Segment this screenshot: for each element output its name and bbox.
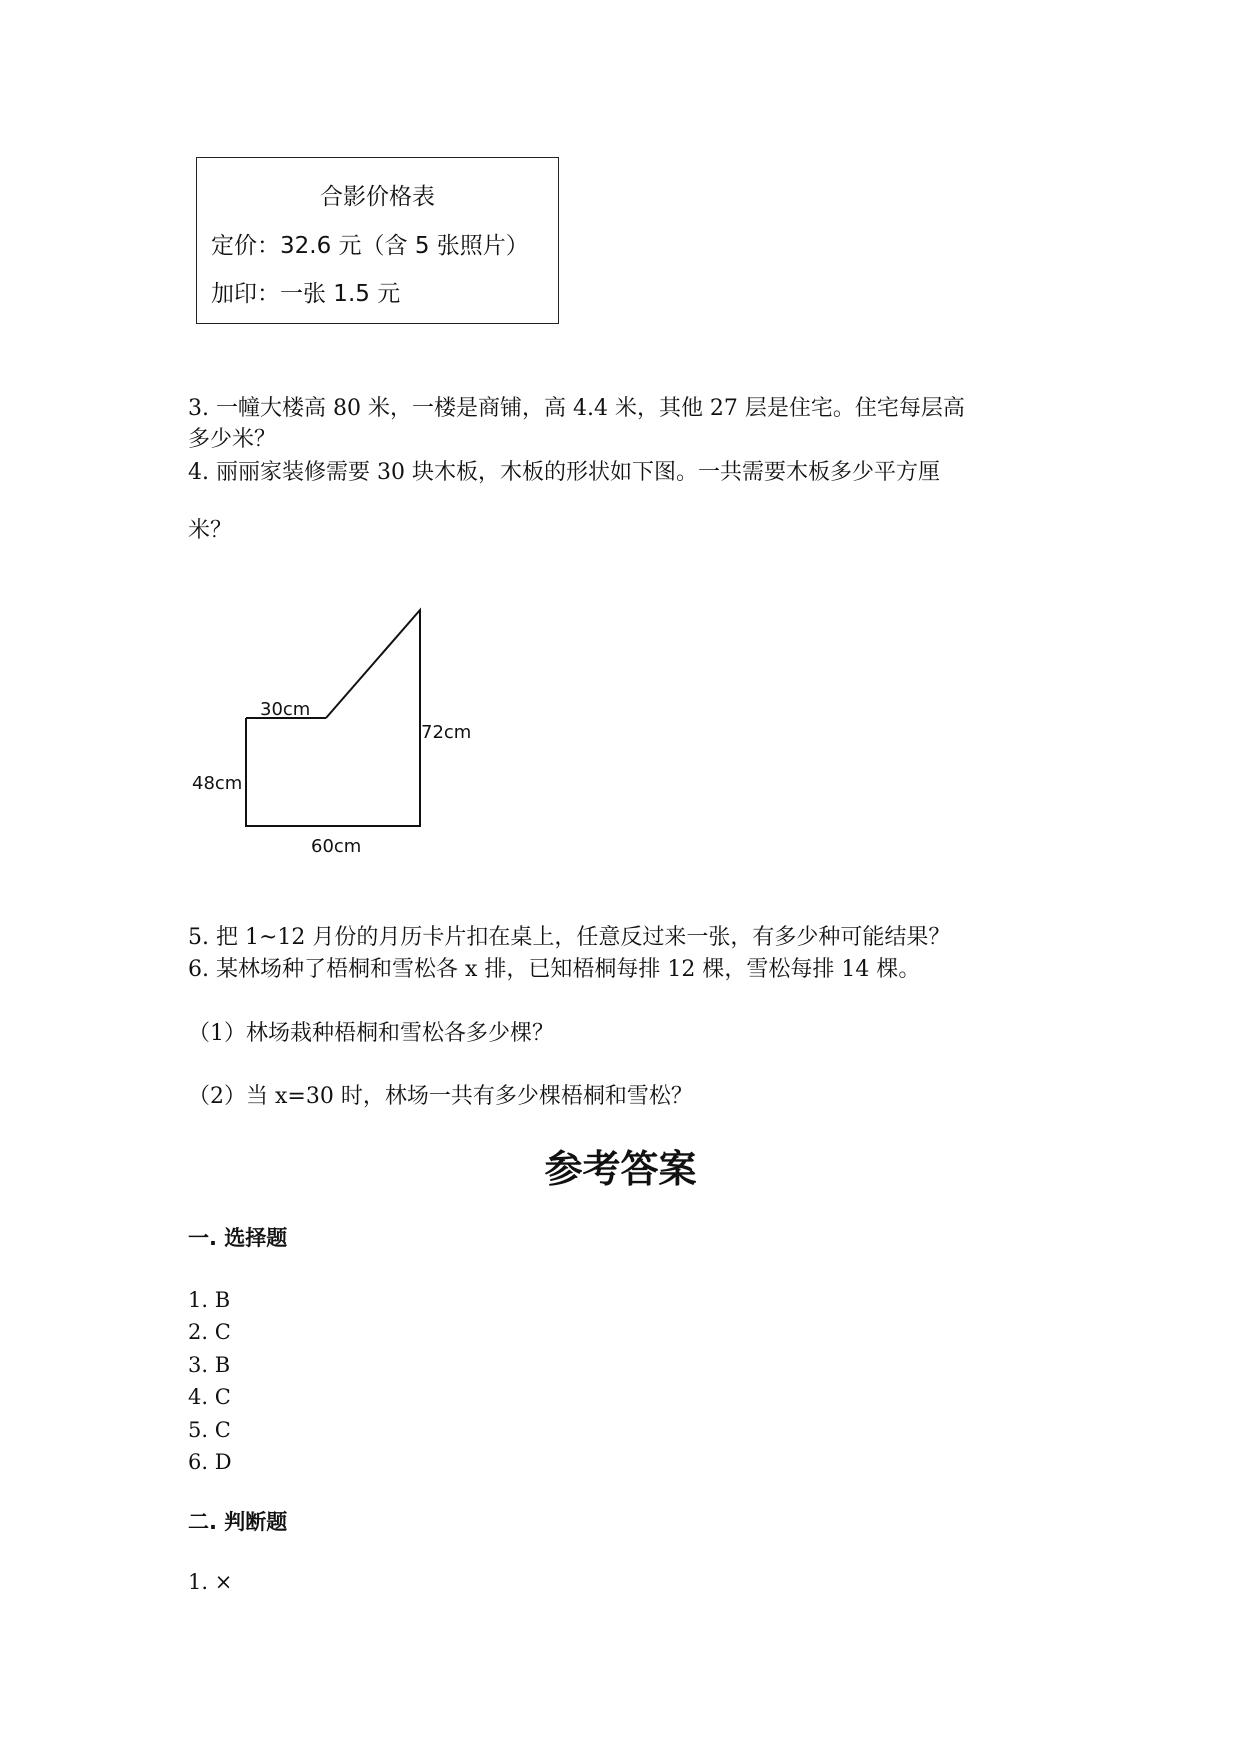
answer-item: 4. C (188, 1385, 231, 1410)
label-72cm: 72cm (421, 722, 472, 743)
answer-item: 1. B (188, 1288, 231, 1312)
section-1-title: 一. 选择题 (188, 1226, 288, 1250)
question-5: 5. 把 1~12 月份的月历卡片扣在桌上，任意反过来一张，有多少种可能结果？ (188, 925, 951, 950)
question-3-line2: 多少米？ (188, 427, 277, 452)
answer-item: 3. B (188, 1352, 231, 1377)
label-48cm: 48cm (192, 773, 243, 794)
section-1-answers (188, 1284, 232, 1478)
question-4-line2: 米？ (188, 518, 233, 543)
section-2-title: 二. 判断题 (188, 1510, 288, 1534)
section-2-answers (188, 1566, 232, 1598)
label-30cm: 30cm (260, 699, 311, 720)
question-4-line1: 4. 丽丽家装修需要 30 块木板，木板的形状如下图。一共需要木板多少平方厘 (188, 460, 940, 485)
price-table-extra: 加印：一张 1.5 元 (211, 281, 401, 307)
price-table (196, 157, 559, 324)
answer-item: 2. C (188, 1320, 231, 1345)
answer-item: 1. × (188, 1570, 233, 1594)
price-table-title: 合影价格表 (320, 184, 435, 210)
label-60cm: 60cm (311, 836, 362, 857)
answer-item: 6. D (188, 1450, 232, 1475)
question-6-part2: （2）当 x=30 时，林场一共有多少棵梧桐和雪松？ (188, 1084, 693, 1109)
question-6: 6. 某林场种了梧桐和雪松各 x 排，已知梧桐每排 12 棵，雪松每排 14 棵。 (188, 957, 921, 982)
answer-item: 5. C (188, 1417, 231, 1442)
answers-heading: 参考答案 (544, 1147, 697, 1191)
price-table-price: 定价：32.6 元（含 5 张照片） (211, 233, 529, 259)
board-shape-figure (180, 595, 500, 865)
question-6-part1: （1）林场栽种梧桐和雪松各多少棵？ (188, 1021, 554, 1046)
question-3-line1: 3. 一幢大楼高 80 米，一楼是商铺，高 4.4 米，其他 27 层是住宅。住宅每层高 (188, 396, 965, 421)
